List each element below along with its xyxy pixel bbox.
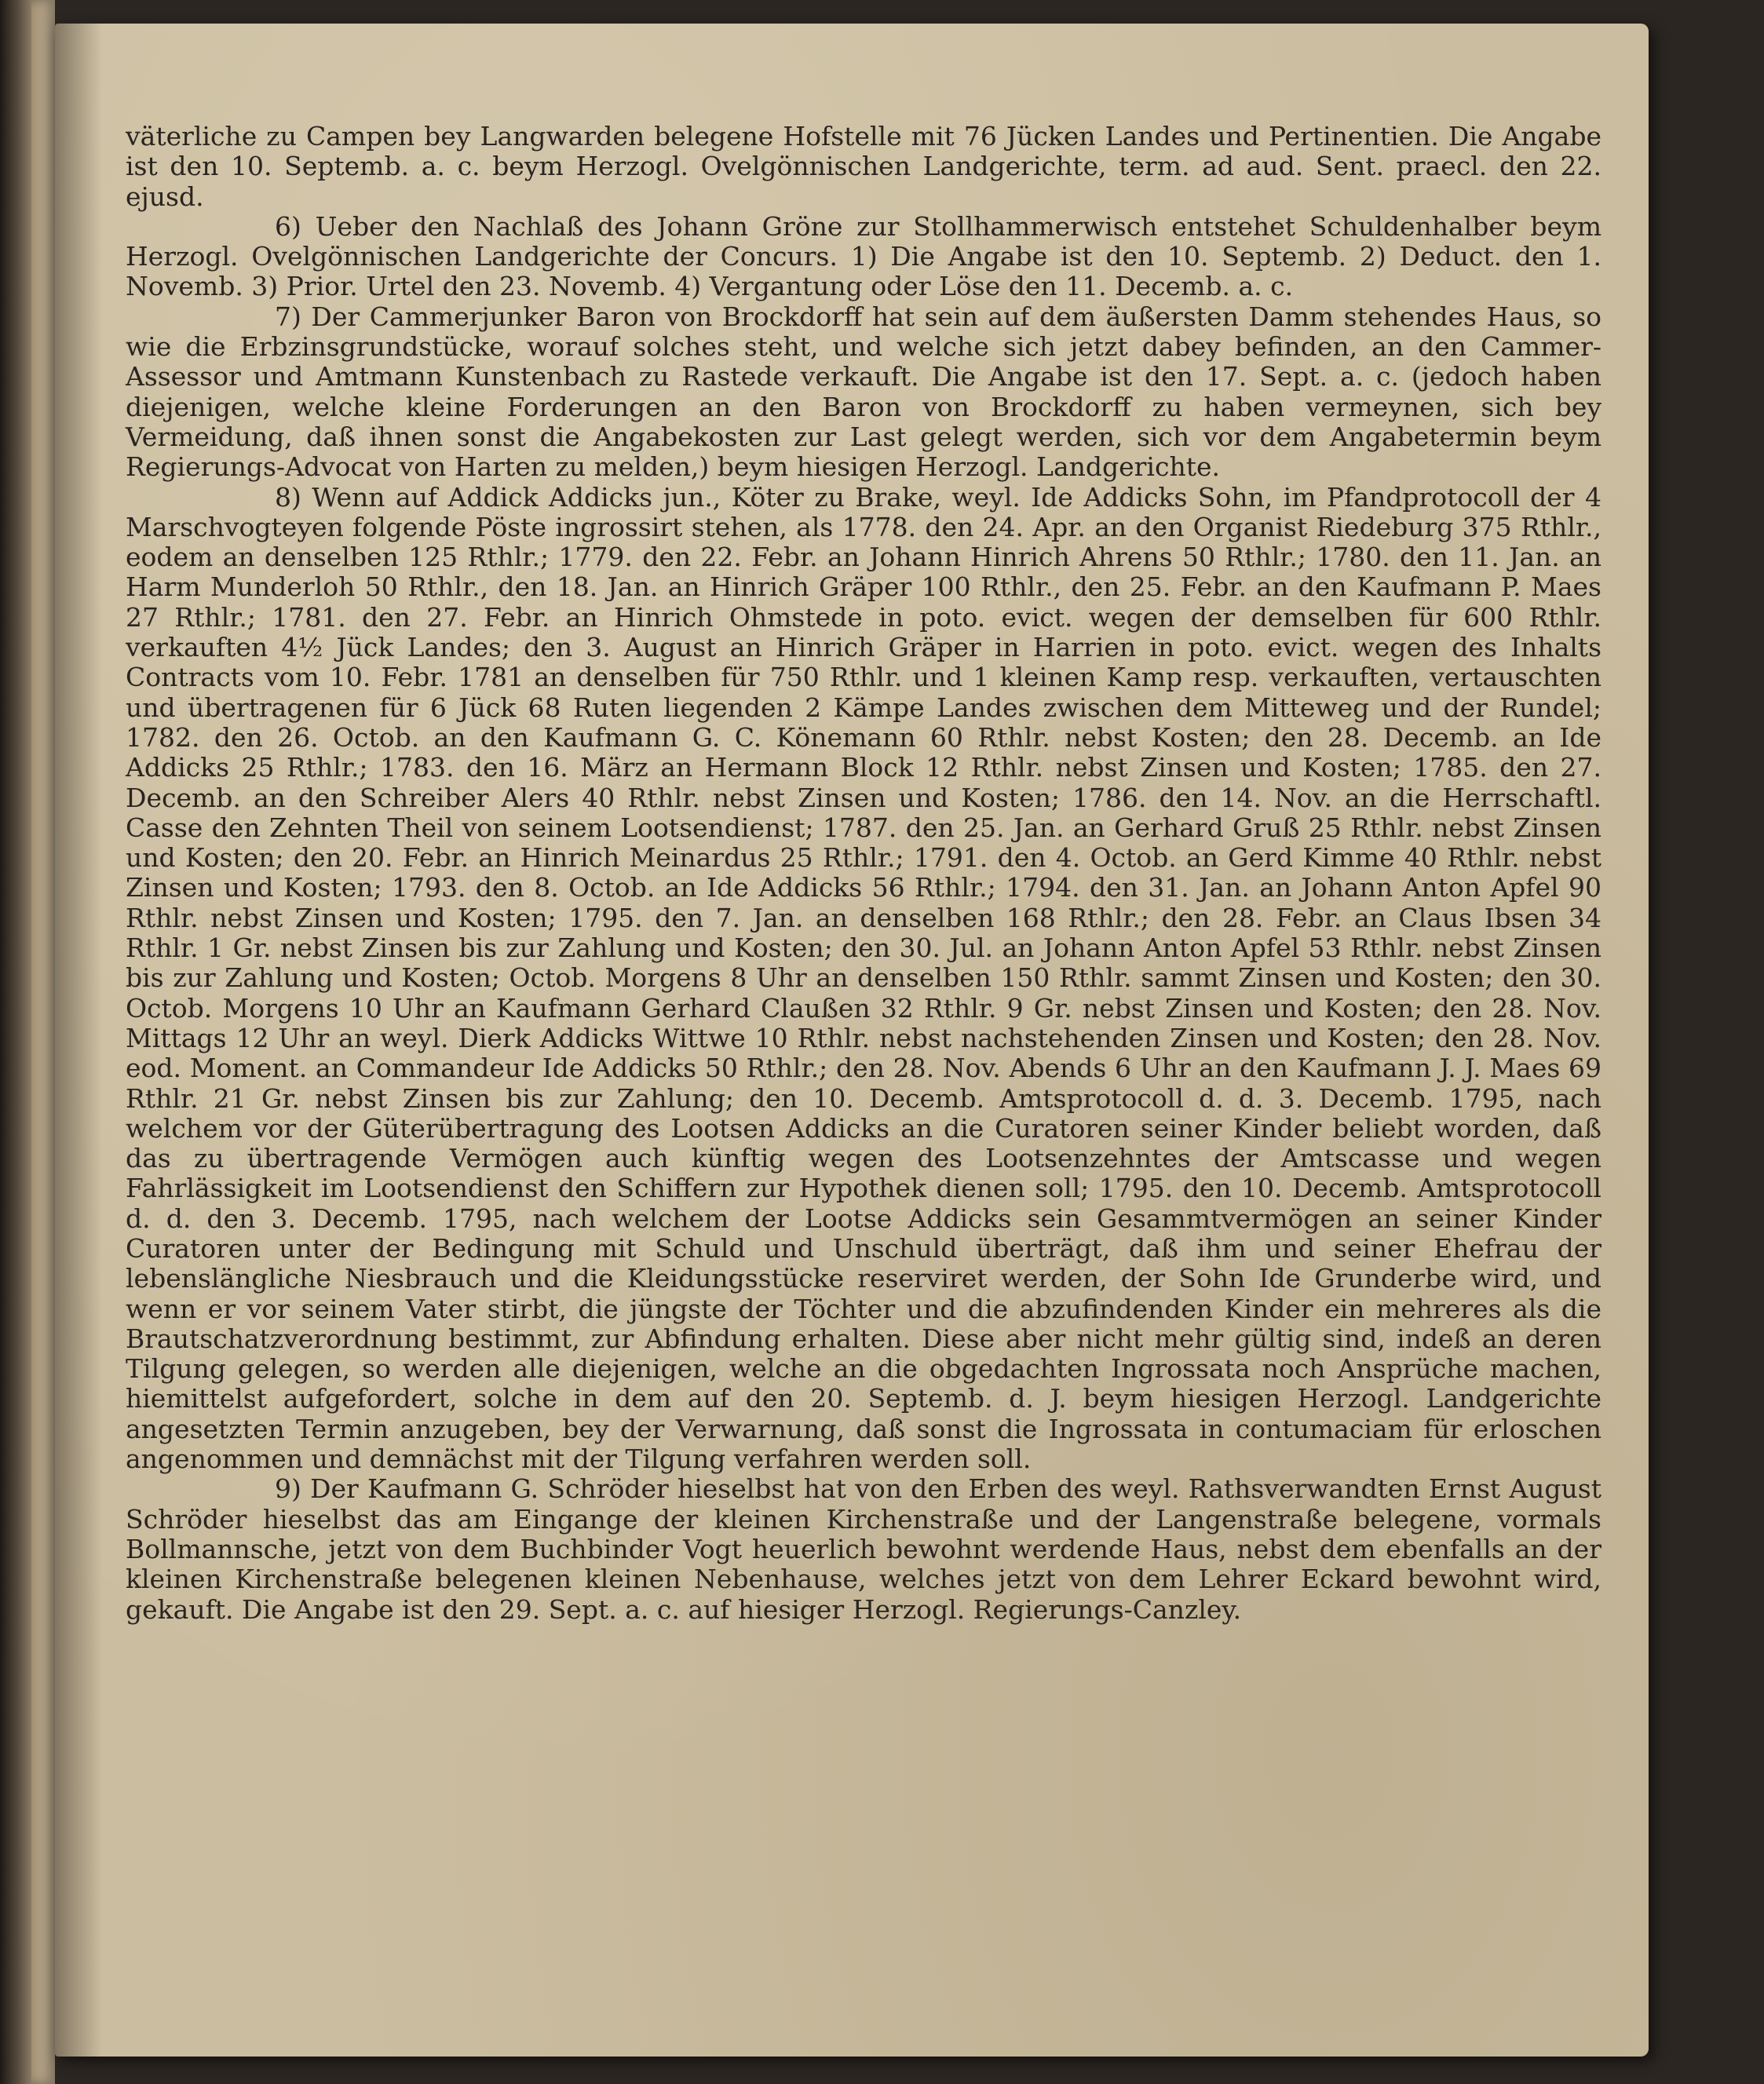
paragraph-6: 6) Ueber den Nachlaß des Johann Gröne zur Stollhammerwisch entstehet Schuldenhalber beym Herzogl. Ovelgönnischen Landgerichte der Concurs. 1) Die Angabe ist den 10. Septemb. 2) Deduct. den 1. Novemb. 3) Prior. Urtel den 23. Novemb. 4) Vergantung oder Löse den 11. Decemb. a. c. <box>126 210 1601 302</box>
paragraph-continued: väterliche zu Campen bey Langwarden belegene Hofstelle mit 76 Jücken Landes und Pertinentien. Die Angabe ist den 10. Septemb. a. c. beym Herzogl. Ovelgönnischen Landgerichte, term. ad aud. Sent. praecl. den 22. ejusd. <box>126 121 1601 212</box>
paragraph-8: 8) Wenn auf Addick Addicks jun., Köter zu Brake, weyl. Ide Addicks Sohn, im Pfandprotocoll der 4 Marschvogteyen folgende Pöste ingrossirt stehen, als 1778. den 24. Apr. an den Organist Riedeburg 375 Rthlr., eodem an denselben 125 Rthlr.; 1779. den 22. Febr. an Johann Hinrich Ahrens 50 Rthlr.; 1780. den 11. Jan. an Harm Munderloh 50 Rthlr., den 18. Jan. an Hinrich Gräper 100 Rthlr., den 25. Febr. an den Kaufmann P. Maes 27 Rthlr.; 1781. den 27. Febr. an Hinrich Ohmstede in poto. evict. wegen der demselben für 600 Rthlr. verkauften 4½ Jück Landes; den 3. August an Hinrich Gräper in Harrien in poto. evict. wegen des Inhalts Contracts vom 10. Febr. 1781 an denselben für 750 Rthlr. und 1 kleinen Kamp resp. verkauften, vertauschten und übertragenen für 6 Jück 68 Ruten liegenden 2 Kämpe Landes zwischen dem Mitteweg und der Rundel; 1782. den 26. Octob. an den Kaufmann G. C. Könemann 60 Rthlr. nebst Kosten; den 28. Decemb. an Ide Addicks 25 Rthlr.; 1783. den 16. März an Hermann Block 12 Rthlr. nebst Zinsen und Kosten; 1785. den 27. Decemb. an den Schreiber Alers 40 Rthlr. nebst Zinsen und Kosten; 1786. den 14. Nov. an die Herrschaftl. Casse den Zehnten Theil von seinem Lootsendienst; 1787. den 25. Jan. an Gerhard Gruß 25 Rthlr. nebst Zinsen und Kosten; den 20. Febr. an Hinrich Meinardus 25 Rthlr.; 1791. den 4. Octob. an Gerd Kimme 40 Rthlr. nebst Zinsen und Kosten; 1793. den 8. Octob. an Ide Addicks 56 Rthlr.; 1794. den 31. Jan. an Johann Anton Apfel 90 Rthlr. nebst Zinsen und Kosten; 1795. den 7. Jan. an denselben 168 Rthlr.; den 28. Febr. an Claus Ibsen 34 Rthlr. 1 Gr. nebst Zinsen bis zur Zahlung und Kosten; den 30. Jul. an Johann Anton Apfel 53 Rthlr. nebst Zinsen bis zur Zahlung und Kosten; Octob. Morgens 8 Uhr an denselben 150 Rthlr. sammt Zinsen und Kosten; den 30. Octob. Morgens 10 Uhr an Kaufmann Gerhard Claußen 32 Rthlr. 9 Gr. nebst Zinsen und Kosten; den 28. Nov. Mittags 12 Uhr an weyl. Dierk Addicks Wittwe 10 Rthlr. nebst nachstehenden Zinsen und Kosten; den 28. Nov. eod. Moment. an Commandeur Ide Addicks 50 Rthlr.; den 28. Nov. Abends 6 Uhr an den Kaufmann J. J. Maes 69 Rthlr. 21 Gr. nebst Zinsen bis zur Zahlung; den 10. Decemb. Amtsprotocoll d. d. 3. Decemb. 1795, nach welchem vor der Güterübertragung des Lootsen Addicks an die Curatoren seiner Kinder beliebt worden, daß das zu übertragende Vermögen auch künftig wegen des Lootsenzehntes der Amtscasse und wegen Fahrlässigkeit im Lootsendienst den Schiffern zur Hypothek dienen soll; 1795. den 10. Decemb. Amtsprotocoll d. d. den 3. Decemb. 1795, nach welchem der Lootse Addicks sein Gesammtvermögen an seiner Kinder Curatoren unter der Bedingung mit Schuld und Unschuld überträgt, daß ihm und seiner Ehefrau der lebenslängliche Niesbrauch und die Kleidungsstücke reserviret werden, der Sohn Ide Grunderbe wird, und wenn er vor seinem Vater stirbt, die jüngste der Töchter und die abzufindenden Kinder ein mehreres als die Brautschatzverordnung bestimmt, zur Abfindung erhalten. Diese aber nicht mehr gültig sind, indeß an deren Tilgung gelegen, so werden alle diejenigen, welche an die obgedachten Ingrossata noch Ansprüche machen, hiemittelst aufgefordert, solche in dem auf den 20. Septemb. d. J. beym hiesigen Herzogl. Landgerichte angesetzten Termin anzugeben, bey der Verwarnung, daß sonst die Ingrossata in contumaciam für erloschen angenommen und demnächst mit der Tilgung verfahren werden soll. <box>126 481 1601 1475</box>
previous-page-edge <box>31 0 55 2084</box>
paragraph-7: 7) Der Cammerjunker Baron von Brockdorff hat sein auf dem äußersten Damm stehendes Haus, so wie die Erbzinsgrundstücke, worauf solches steht, und welche sich jetzt dabey befinden, an den Cammer-Assessor und Amtmann Kunstenbach zu Rastede verkauft. Die Angabe ist den 17. Sept. a. c. (jedoch haben diejenigen, welche kleine Forderungen an den Baron von Brockdorff zu haben vermeynen, sich bey Vermeidung, daß ihnen sonst die Angabekosten zur Last gelegt werden, sich vor dem Angabetermin beym Regierungs-Advocat von Harten zu melden,) beym hiesigen Herzogl. Landgerichte. <box>126 301 1601 483</box>
paragraph-9: 9) Der Kaufmann G. Schröder hieselbst hat von den Erben des weyl. Rathsverwandten Ernst August Schröder hieselbst das am Eingange der kleinen Kirchenstraße und der Langenstraße belegene, vormals Bollmannsche, jetzt von dem Buchbinder Vogt heuerlich bewohnt werdende Haus, nebst dem ebenfalls an der kleinen Kirchenstraße belegenen kleinen Nebenhause, welches jetzt von dem Lehrer Eckard bewohnt wird, gekauft. Die Angabe ist den 29. Sept. a. c. auf hiesiger Herzogl. Regierungs-Canzley. <box>126 1473 1601 1625</box>
page-text <box>126 122 1601 1625</box>
book-gutter <box>0 0 31 2084</box>
